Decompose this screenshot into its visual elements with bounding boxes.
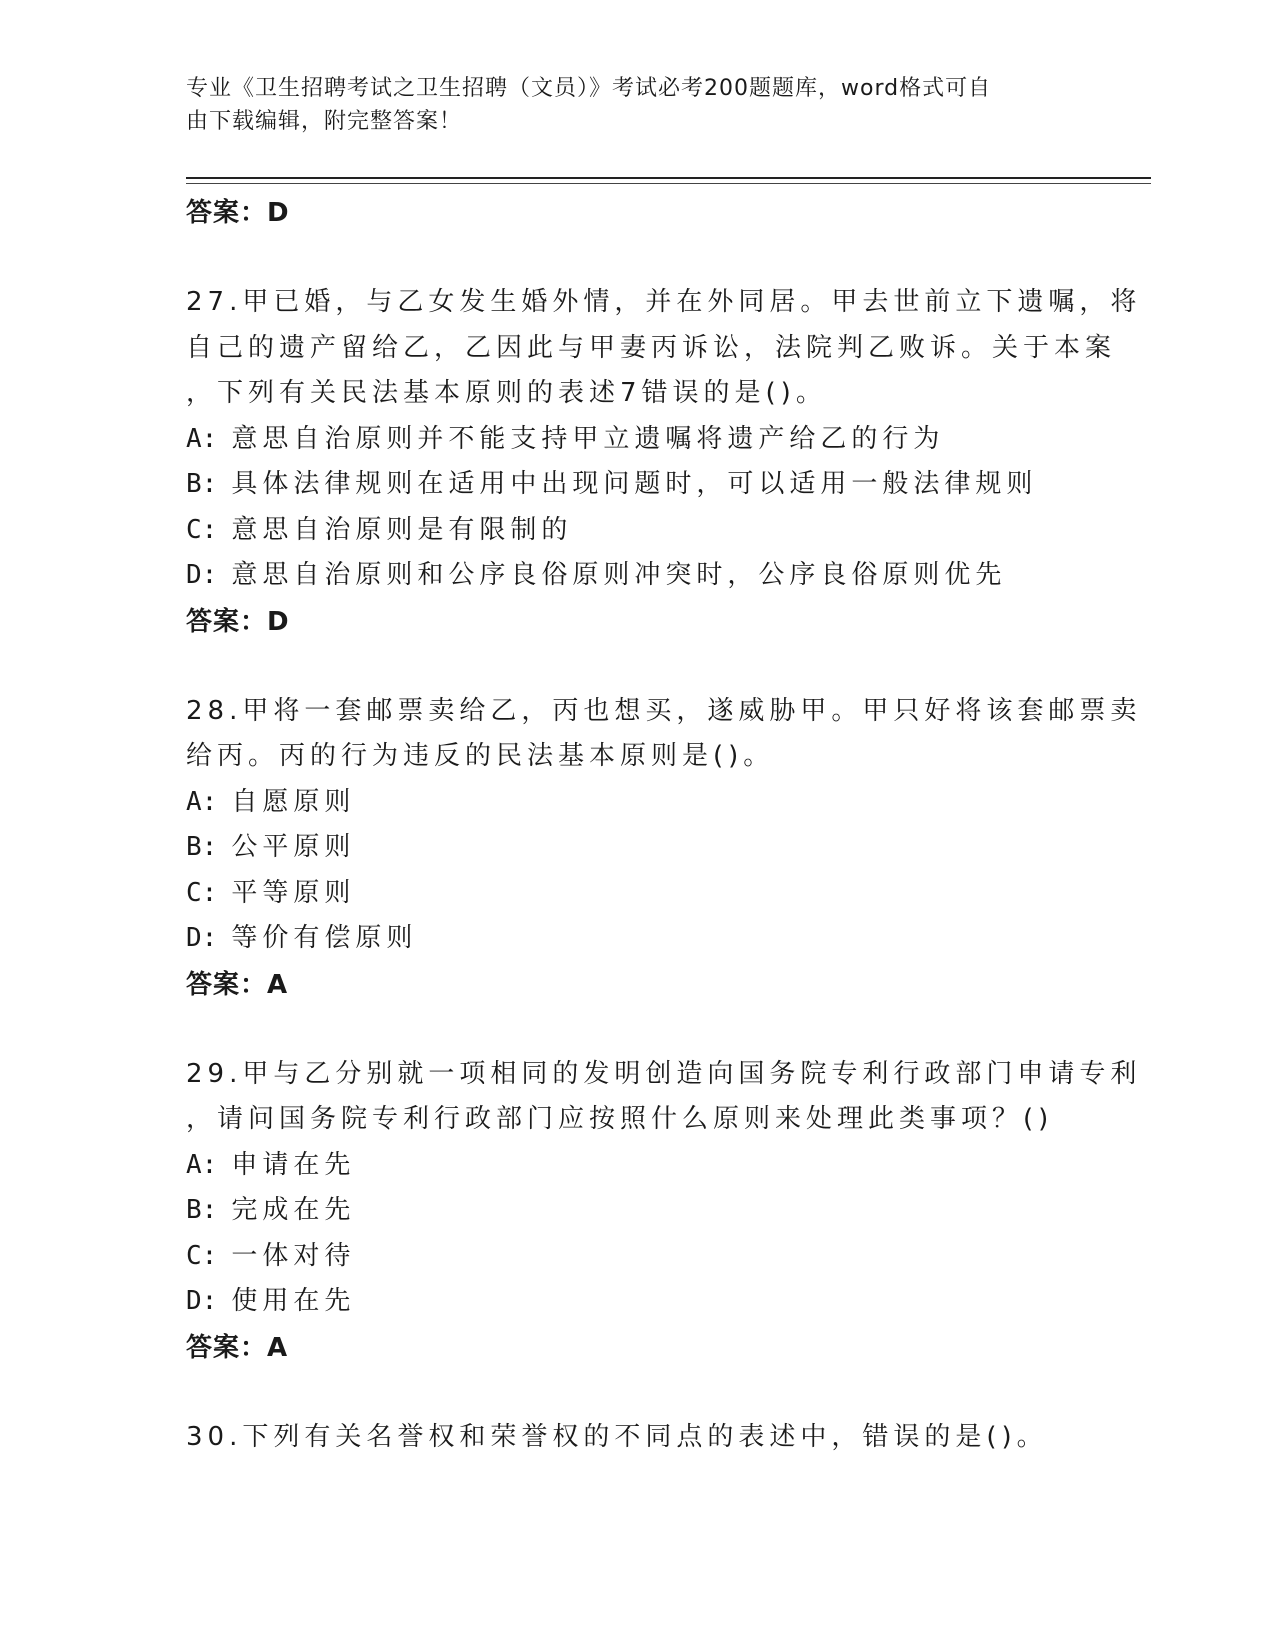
question-block xyxy=(186,689,1142,1008)
header-divider-thick xyxy=(186,177,1151,179)
option-d xyxy=(186,1279,1086,1325)
option-letter: A: xyxy=(186,1149,218,1180)
option-letter: D: xyxy=(186,923,218,953)
option-letter: C: xyxy=(186,1240,218,1271)
option-text: 意思自治原则并不能支持甲立遗嘱将遗产给乙的行为 xyxy=(231,423,945,454)
question-text-line: 29.甲与乙分别就一项相同的发明创造向国务院专利行政部门申请专利 xyxy=(186,1058,1142,1089)
question-block xyxy=(186,1415,1086,1461)
option-letter: A: xyxy=(186,786,218,817)
option-text: 一体对待 xyxy=(231,1240,356,1271)
option-letter: C: xyxy=(186,877,218,908)
question-text-line: ，下列有关民法基本原则的表述7错误的是()。 xyxy=(186,378,827,408)
option-letter: A: xyxy=(186,423,218,454)
option-b xyxy=(186,825,1086,871)
question-text-line: 27.甲已婚，与乙女发生婚外情，并在外同居。甲去世前立下遗嘱，将 xyxy=(186,287,1142,317)
option-text: 平等原则 xyxy=(231,877,356,908)
option-text: 自愿原则 xyxy=(231,786,356,817)
option-d xyxy=(186,916,1086,962)
question-text-line: 30.下列有关名誉权和荣誉权的不同点的表述中，错误的是()。 xyxy=(186,1421,1048,1452)
option-letter: D: xyxy=(186,560,218,590)
option-a xyxy=(186,780,1086,826)
header-divider-thin xyxy=(186,183,1151,184)
option-a xyxy=(186,1143,1086,1189)
option-text: 意思自治原则和公序良俗原则冲突时，公序良俗原则优先 xyxy=(231,560,1007,590)
option-letter: B: xyxy=(186,469,218,499)
document-header xyxy=(186,72,1066,138)
option-c xyxy=(186,508,1086,554)
option-text: 申请在先 xyxy=(231,1149,356,1180)
option-d xyxy=(186,553,1086,599)
option-letter: B: xyxy=(186,832,218,862)
option-text: 意思自治原则是有限制的 xyxy=(231,514,573,545)
header-line-1: 专业《卫生招聘考试之卫生招聘（文员）》考试必考200题题库，word格式可自 xyxy=(186,76,992,101)
document-body xyxy=(186,190,1142,1460)
option-a xyxy=(186,417,1086,463)
question-block xyxy=(186,1052,1142,1371)
question-block xyxy=(186,280,1142,645)
option-text: 使用在先 xyxy=(231,1286,356,1316)
option-text: 等价有偿原则 xyxy=(231,923,418,953)
option-c xyxy=(186,1234,1086,1280)
option-text: 公平原则 xyxy=(231,832,356,862)
answer-label: 答案：D xyxy=(186,198,290,228)
option-letter: B: xyxy=(186,1195,218,1225)
answer-label: 答案：A xyxy=(186,969,289,1000)
option-text: 具体法律规则在适用中出现问题时，可以适用一般法律规则 xyxy=(231,469,1038,499)
question-text-line: 28.甲将一套邮票卖给乙，丙也想买，遂威胁甲。甲只好将该套邮票卖 xyxy=(186,695,1142,726)
option-b xyxy=(186,462,1086,508)
header-line-2: 由下载编辑，附完整答案！ xyxy=(186,109,463,134)
option-c xyxy=(186,871,1086,917)
answer-label: 答案：D xyxy=(186,606,290,637)
option-letter: D: xyxy=(186,1286,218,1316)
option-b xyxy=(186,1188,1086,1234)
option-text: 完成在先 xyxy=(231,1195,356,1225)
question-text-line: ，请问国务院专利行政部门应按照什么原则来处理此类事项？() xyxy=(186,1104,1054,1134)
option-letter: C: xyxy=(186,514,218,545)
answer-label: 答案：A xyxy=(186,1332,289,1363)
question-text-line: 自己的遗产留给乙，乙因此与甲妻丙诉讼，法院判乙败诉。关于本案 xyxy=(186,332,1117,363)
question-text-line: 给丙。丙的行为违反的民法基本原则是()。 xyxy=(186,741,775,771)
